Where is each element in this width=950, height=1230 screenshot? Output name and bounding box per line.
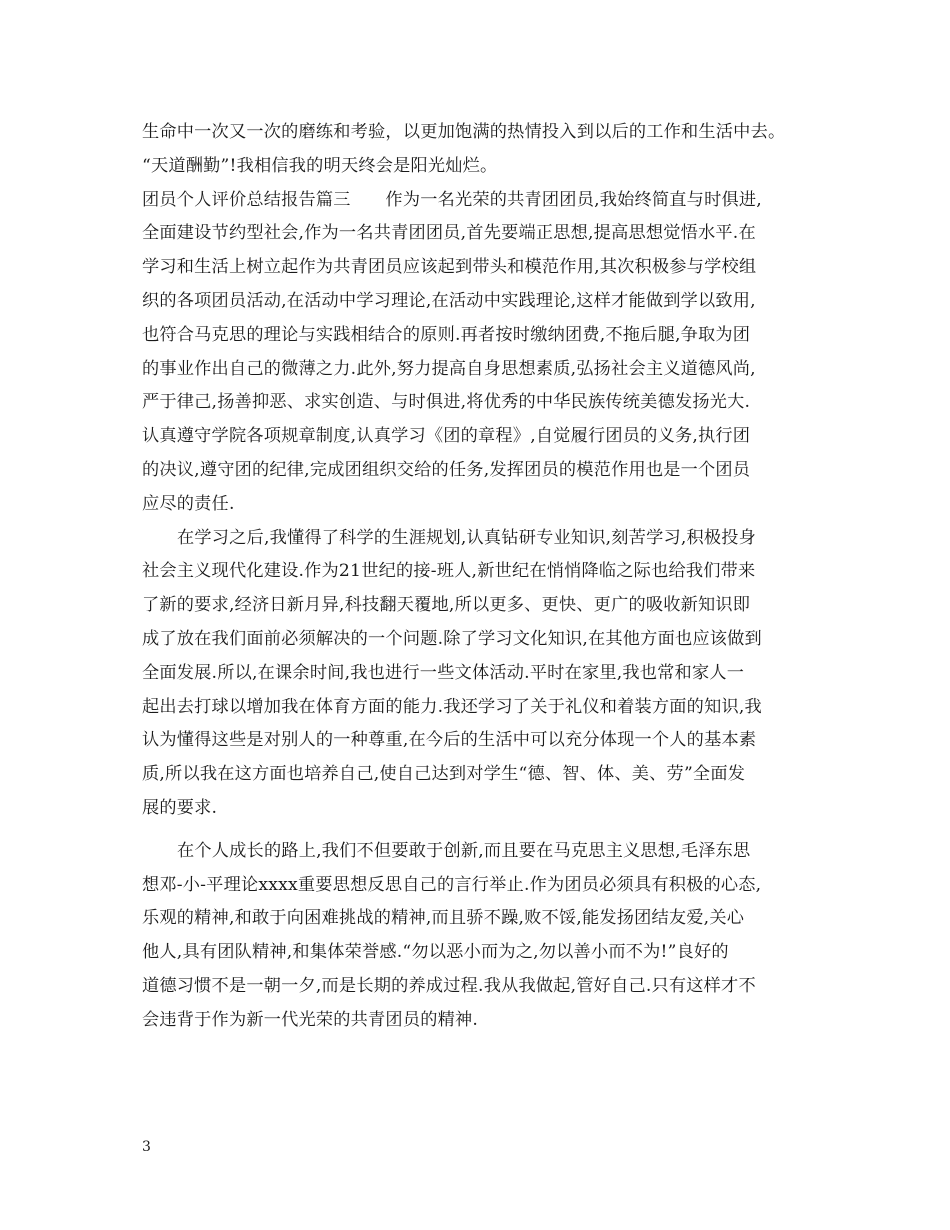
text-line: 应尽的责任. [142,493,235,514]
text-line: 展的要求. [142,797,218,818]
text-line: 的事业作出自己的微薄之力.此外,努力提高自身思想素质,弘扬社会主义道德风尚, [142,358,756,379]
text-line: 乐观的精神,和敢于向困难挑战的精神,而且骄不躁,败不馁,能发扬团结友爱,关心 [142,908,745,929]
text-line: 也符合马克思的理论与实践相结合的原则.再者按时缴纳团费,不拖后腿,争取为团 [142,324,751,345]
paragraph-start-line: 在个人成长的路上,我们不但要敢于创新,而且要在马克思主义思想,毛泽东思 [177,840,751,861]
text-line: 认为懂得这些是对别人的一种尊重,在今后的生活中可以充分体现一个人的基本素 [142,730,757,751]
text-line: 会违背于作为新一代光荣的共青团员的精神. [142,1009,479,1030]
document-body [142,116,822,1038]
text-line: 全面发展.所以,在课余时间,我也进行一些文体活动.平时在家里,我也常和家人一 [142,662,745,683]
page-number: 3 [142,1139,151,1155]
text-line: 起出去打球以增加我在体育方面的能力.我还学习了关于礼仪和着装方面的知识,我 [142,696,762,717]
text-line: 全面建设节约型社会,作为一名共青团团员,首先要端正思想,提高思想觉悟水平.在 [142,223,756,244]
text-line: 质,所以我在这方面也培养自己,使自己达到对学生“德、智、体、美、劳”全面发 [142,764,746,785]
section-heading-line: 团员个人评价总结报告篇三 作为一名光荣的共青团团员,我始终简直与时俱进, [142,189,762,210]
text-line: 道德习惯不是一朝一夕,而是长期的养成过程.我从我做起,管好自己.只有这样才不 [142,975,756,996]
text-line: 严于律己,扬善抑恶、求实创造、与时俱进,将优秀的中华民族传统美德发扬光大. [142,392,751,413]
text-line: 成了放在我们面前必须解决的一个问题.除了学习文化知识,在其他方面也应该做到 [142,628,762,649]
text-line: 认真遵守学院各项规章制度,认真学习《团的章程》,自觉履行团员的义务,执行团 [142,426,751,447]
text-line: 的决议,遵守团的纪律,完成团组织交给的任务,发挥团员的模范作用也是一个团员 [142,459,751,480]
text-line: 织的各项团员活动,在活动中学习理论,在活动中实践理论,这样才能做到学以致用, [142,290,756,311]
text-line: 社会主义现代化建设.作为21世纪的接-班人,新世纪在悄悄降临之际也给我们带来 [142,561,756,582]
text-line: 了新的要求,经济日新月异,科技翻天覆地,所以更多、更快、更广的吸收新知识即 [142,595,751,616]
text-line: 想邓-小-平理论xxxx重要思想反思自己的言行举止.作为团员必须具有积极的心态, [142,874,762,895]
text-line: “天道酬勤”!我相信我的明天终会是阳光灿烂。 [142,155,498,176]
text-line: 他人,具有团队精神,和集体荣誉感.“勿以恶小而为之,勿以善小而不为!”良好的 [142,942,729,963]
text-line: 学习和生活上树立起作为共青团员应该起到带头和模范作用,其次积极参与学校组 [142,257,757,278]
text-line: 生命中一次又一次的磨练和考验，以更加饱满的热情投入到以后的工作和生活中去。 [142,122,786,142]
paragraph-start-line: 在学习之后,我懂得了科学的生涯规划,认真钻研专业知识,刻苦学习,积极投身 [177,527,757,548]
